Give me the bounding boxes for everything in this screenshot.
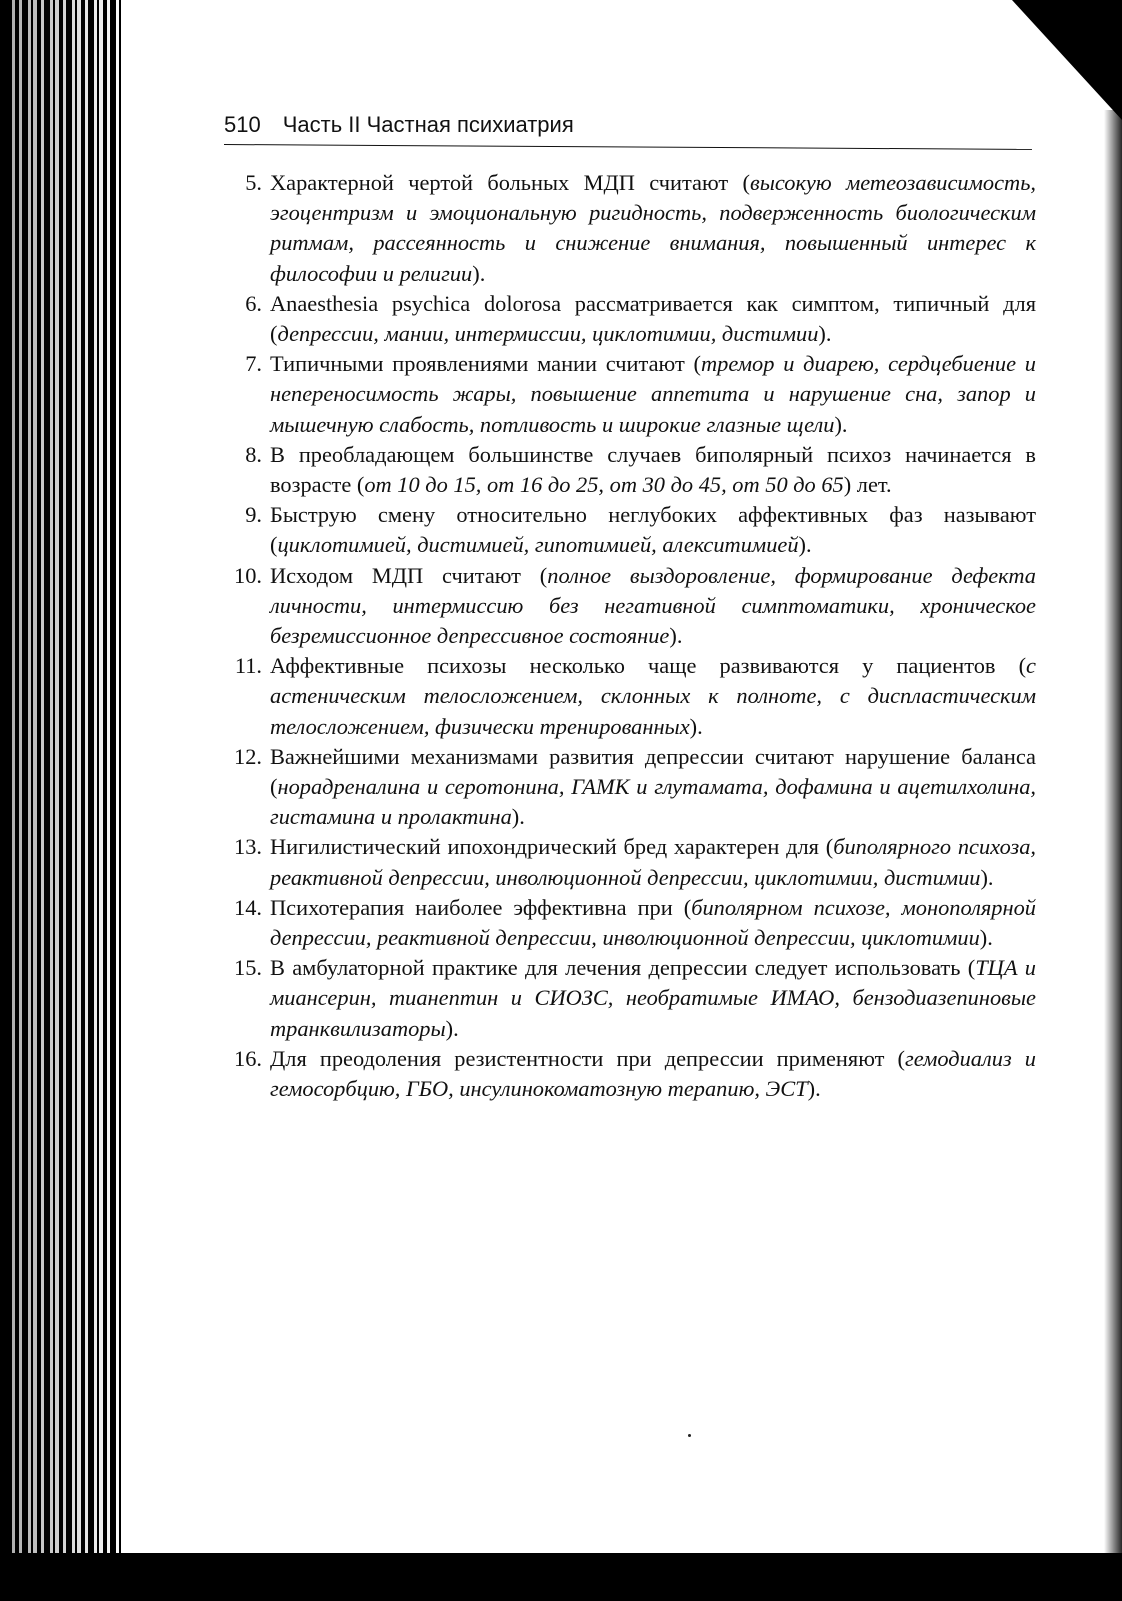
question-list <box>218 168 1036 1104</box>
question-number: 11. <box>234 653 262 679</box>
scan-border-bottom <box>0 1553 1122 1601</box>
question-stem: Исходом МДП считают ( <box>270 562 548 588</box>
question-stem: Аффективные психозы несколько чаще развиваются у пациентов ( <box>270 653 1027 679</box>
question-tail: ) лет. <box>843 472 892 498</box>
question-stem: В амбулаторной практике для лечения депрессии следует использовать ( <box>270 955 976 981</box>
question-tail: ). <box>807 1076 821 1102</box>
question-item <box>218 893 1036 953</box>
question-item <box>218 1044 1036 1104</box>
question-item <box>218 440 1036 500</box>
question-options: от 10 до 15, от 16 до 25, от 30 до 45, от 50 до 65 <box>364 472 844 498</box>
question-number: 7. <box>245 351 262 377</box>
question-options: ТЦА и миансерин, тианептин и СИОЗС, необратимые ИМАО, бензодиазепиновые транквилизаторы <box>270 955 1037 1041</box>
question-stem: Для преодоления резистентности при депрессии применяют ( <box>270 1045 905 1071</box>
question-options: гемодиализ и гемосорбцию, ГБО, инсулинокоматозную терапию, ЭСТ <box>270 1045 1036 1102</box>
question-options: биполярного психоза, реактивной депрессии, инволюционной депрессии, циклотимии, дистимии <box>270 834 1036 890</box>
question-number: 10. <box>234 562 262 588</box>
question-number: 13. <box>234 834 262 860</box>
question-number: 9. <box>245 502 262 528</box>
page-number: 510 <box>224 112 261 137</box>
question-stem: Психотерапия наиболее эффективна при ( <box>270 894 692 920</box>
question-options: с астеническим телосложением, склонных к полноте, с диспластическим телосложением, физически тренированных <box>270 653 1036 739</box>
running-header <box>224 108 1054 148</box>
question-stem: Быструю смену относительно неглубоких аффективных фаз называют ( <box>270 502 1036 558</box>
question-stem: Характерной чертой больных МДП считают ( <box>270 170 750 195</box>
question-tail: ). <box>689 713 703 739</box>
question-item <box>218 349 1036 440</box>
question-options: тремор и диарею, сердцебиение и непереносимость жары, повышение аппетита и нарушение сна, запор и мышечную слабость, потливость и широкие глазные щели <box>270 351 1036 437</box>
question-tail: ). <box>445 1015 459 1041</box>
scan-shadow-left <box>0 0 122 1601</box>
header-rule <box>224 144 1032 150</box>
question-options: циклотимией, дистимией, гипотимией, алекситимией <box>277 532 799 558</box>
question-stem: Типичными проявлениями мании считают ( <box>270 351 701 377</box>
question-number: 6. <box>245 290 262 316</box>
question-item <box>218 168 1036 289</box>
question-number: 8. <box>245 441 262 467</box>
question-item <box>218 289 1036 349</box>
question-item <box>218 742 1036 833</box>
scan-edge-right <box>1104 110 1122 1553</box>
question-options: полное выздоровление, формирование дефекта личности, интермиссию без негативной симптоматики, хроническое безремиссионное депрессивное состояние <box>270 562 1036 649</box>
question-tail: ). <box>979 925 993 951</box>
question-item <box>218 500 1036 560</box>
question-stem: Важнейшими механизмами развития депрессии считают нарушение баланса ( <box>270 743 1036 800</box>
question-stem: В преобладающем большинстве случаев биполярный психоз начинается в возрасте ( <box>270 441 1036 498</box>
question-options: депрессии, мании, интермиссии, циклотимии, дистимии <box>277 321 819 347</box>
question-stem: Anaesthesia psychica dolorosa рассматривается как симптом, типичный для ( <box>270 290 1036 347</box>
question-item <box>218 832 1036 892</box>
question-tail: ). <box>472 260 486 286</box>
question-item <box>218 953 1036 1044</box>
question-tail: ). <box>980 864 994 890</box>
header-text <box>224 112 574 138</box>
question-stem: Нигилистический ипохондрический бред характерен для ( <box>270 834 834 860</box>
question-number: 16. <box>234 1045 262 1071</box>
header-title: Часть II Частная психиатрия <box>282 112 574 137</box>
question-options: высокую метеозависимость, эгоцентризм и эмоциональную ригидность, подверженность биологическим ритмам, рассеянность и снижение внимания, повышенный интерес к философии и религии <box>270 170 1036 286</box>
question-number: 14. <box>234 894 262 920</box>
question-number: 12. <box>234 743 262 769</box>
stray-dot <box>688 1434 691 1437</box>
question-options: биполярном психозе, монополярной депрессии, реактивной депрессии, инволюционной депрессии, циклотимии <box>270 894 1036 951</box>
question-tail: ). <box>669 623 683 649</box>
question-tail: ). <box>798 532 812 558</box>
scan-corner-top-right <box>1012 0 1122 120</box>
question-tail: ). <box>511 804 525 830</box>
question-tail: ). <box>834 411 848 437</box>
question-item <box>218 561 1036 652</box>
question-item <box>218 651 1036 742</box>
question-number: 5. <box>245 170 262 195</box>
question-tail: ). <box>818 321 832 347</box>
question-options: норадреналина и серотонина, ГАМК и глутамата, дофамина и ацетилхолина, гистамина и пролактина <box>270 774 1036 830</box>
question-number: 15. <box>234 955 262 981</box>
scan-border-left <box>0 0 12 1601</box>
